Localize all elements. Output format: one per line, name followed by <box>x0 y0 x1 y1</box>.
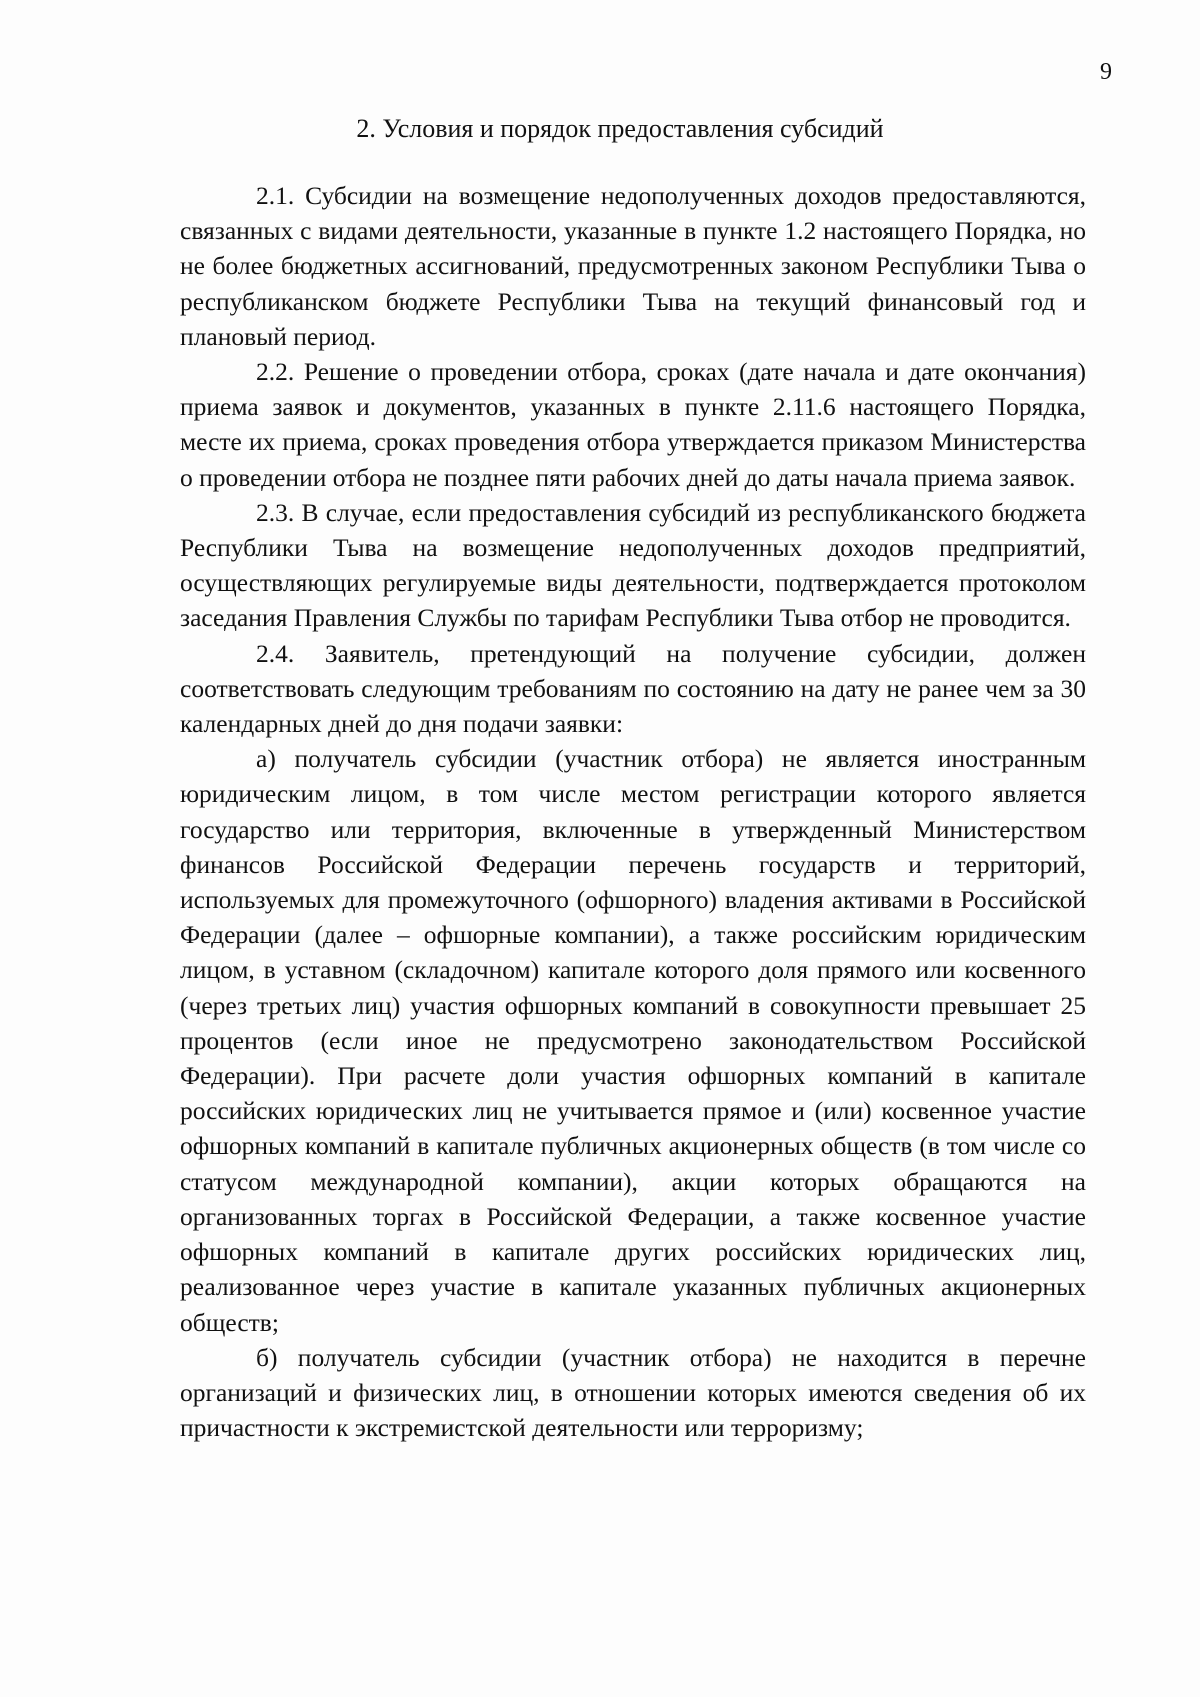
page-number: 9 <box>1100 59 1112 85</box>
paragraph-2-2: 2.2. Решение о проведении отбора, сроках (дате начала и дате окончания) приема заявок и документов, указанных в пункте 2.11.6 настоящего Порядка, месте их приема, сроках проведения отбора утверждается приказом Министерства о проведении отбора не позднее пяти рабочих дней до даты начала приема заявок. <box>180 357 1086 492</box>
document-body <box>180 178 1086 1445</box>
paragraph-2-1: 2.1. Субсидии на возмещение недополученных доходов предоставляются, связанных с видами деятельности, указанные в пункте 1.2 настоящего Порядка, но не более бюджетных ассигнований, предусмотренных законом Республики Тыва о республиканском бюджете Республики Тыва на текущий финансовый год и плановый период. <box>180 181 1086 351</box>
subparagraph-b: б) получатель субсидии (участник отбора) не находится в перечне организаций и физических лиц, в отношении которых имеются сведения об их причастности к экстремистской деятельности или терроризму; <box>180 1342 1086 1443</box>
paragraph-2-3: 2.3. В случае, если предоставления субсидий из республиканского бюджета Республики Тыва на возмещение недополученных доходов предприятий, осуществляющих регулируемые виды деятельности, подтверждается протоколом заседания Правления Службы по тарифам Республики Тыва отбор не проводится. <box>180 497 1086 633</box>
paragraph-2-4: 2.4. Заявитель, претендующий на получение субсидии, должен соответствовать следующим требованиям по состоянию на дату не ранее чем за 30 календарных дней до дня подачи заявки: <box>180 638 1086 739</box>
section-title: 2. Условия и порядок предоставления субсидий <box>356 114 884 143</box>
subparagraph-a: а) получатель субсидии (участник отбора) не является иностранным юридическим лицом, в том числе местом регистрации которого является государство или территория, включенные в утвержденный Министерством финансов Российской Федерации перечень государств и территорий, используемых для промежуточного (офшорного) владения активами в Российской Федерации (далее – офшорные компании), а также российским юридическим лицом, в уставном (складочном) капитале которого доля прямого или косвенного (через третьих лиц) участия офшорных компаний в совокупности превышает 25 процентов (если иное не предусмотрено законодательством Российской Федерации). При расчете доли участия офшорных компаний в капитале российских юридических лиц не учитывается прямое и (или) косвенное участие офшорных компаний в капитале публичных акционерных обществ (в том числе со статусом международной компании), акции которых обращаются на организованных торгах в Российской Федерации, а также косвенное участие офшорных компаний в капитале других российских юридических лиц, реализованное через участие в капитале указанных публичных акционерных обществ; <box>180 744 1086 1337</box>
